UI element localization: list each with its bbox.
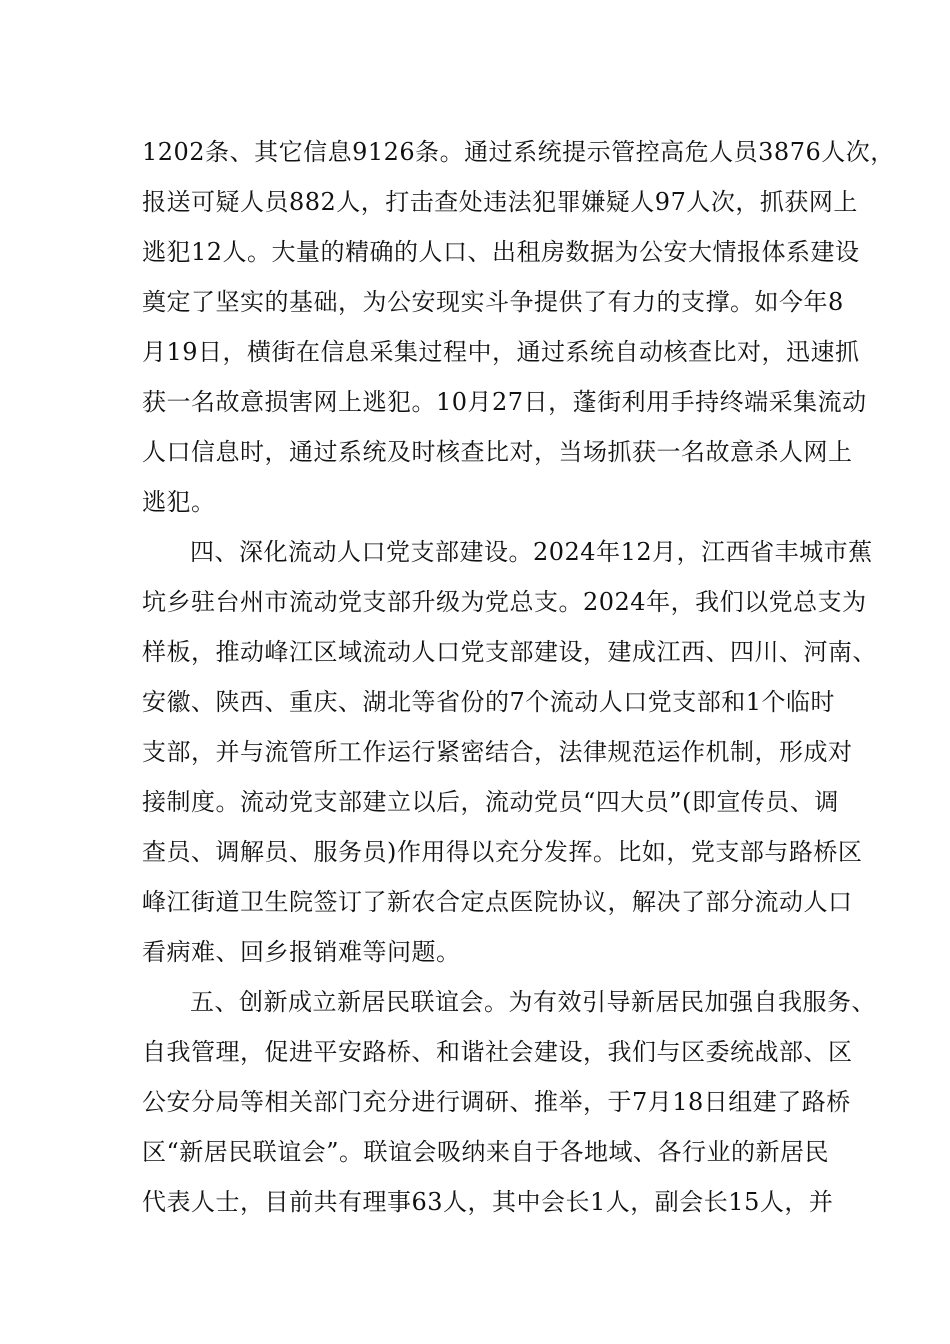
- text-line: 逃犯12人。大量的精确的人口、出租房数据为公安大情报体系建设: [142, 238, 860, 266]
- text-line: 五、创新成立新居民联谊会。为有效引导新居民加强自我服务、: [190, 988, 876, 1016]
- text-line: 安徽、陕西、重庆、湖北等省份的7个流动人口党支部和1个临时: [142, 688, 836, 716]
- text-line: 1202条、其它信息9126条。通过系统提示管控高危人员3876人次，: [142, 138, 895, 166]
- text-line: 支部，并与流管所工作运行紧密结合，法律规范运作机制，形成对: [142, 738, 853, 766]
- text-line: 月19日，横街在信息采集过程中，通过系统自动核查比对，迅速抓: [142, 338, 860, 366]
- text-line: 人口信息时，通过系统及时核查比对，当场抓获一名故意杀人网上: [142, 438, 853, 466]
- text-line: 四、深化流动人口党支部建设。2024年12月，江西省丰城市蕉: [190, 538, 873, 566]
- text-line: 查员、调解员、服务员)作用得以充分发挥。比如，党支部与路桥区: [142, 838, 863, 866]
- text-line: 峰江街道卫生院签订了新农合定点医院协议，解决了部分流动人口: [142, 888, 853, 916]
- text-line: 获一名故意损害网上逃犯。10月27日，蓬街利用手持终端采集流动: [142, 388, 867, 416]
- text-line: 代表人士，目前共有理事63人，其中会长1人，副会长15人，并: [142, 1188, 834, 1216]
- text-line: 公安分局等相关部门充分进行调研、推举，于7月18日组建了路桥: [142, 1088, 851, 1116]
- text-line: 奠定了坚实的基础，为公安现实斗争提供了有力的支撑。如今年8: [142, 288, 844, 316]
- text-line: 接制度。流动党支部建立以后，流动党员“四大员”(即宣传员、调: [142, 788, 839, 816]
- text-line: 报送可疑人员882人，打击查处违法犯罪嫌疑人97人次，抓获网上: [142, 188, 858, 216]
- text-line: 样板，推动峰江区域流动人口党支部建设，建成江西、四川、河南、: [142, 638, 877, 666]
- text-line: 看病难、回乡报销难等问题。: [142, 938, 461, 966]
- text-line: 自我管理，促进平安路桥、和谐社会建设，我们与区委统战部、区: [142, 1038, 853, 1066]
- text-line: 坑乡驻台州市流动党支部升级为党总支。2024年，我们以党总支为: [142, 588, 867, 616]
- text-line: 区“新居民联谊会”。联谊会吸纳来自于各地域、各行业的新居民: [142, 1138, 830, 1166]
- text-line: 逃犯。: [142, 488, 216, 516]
